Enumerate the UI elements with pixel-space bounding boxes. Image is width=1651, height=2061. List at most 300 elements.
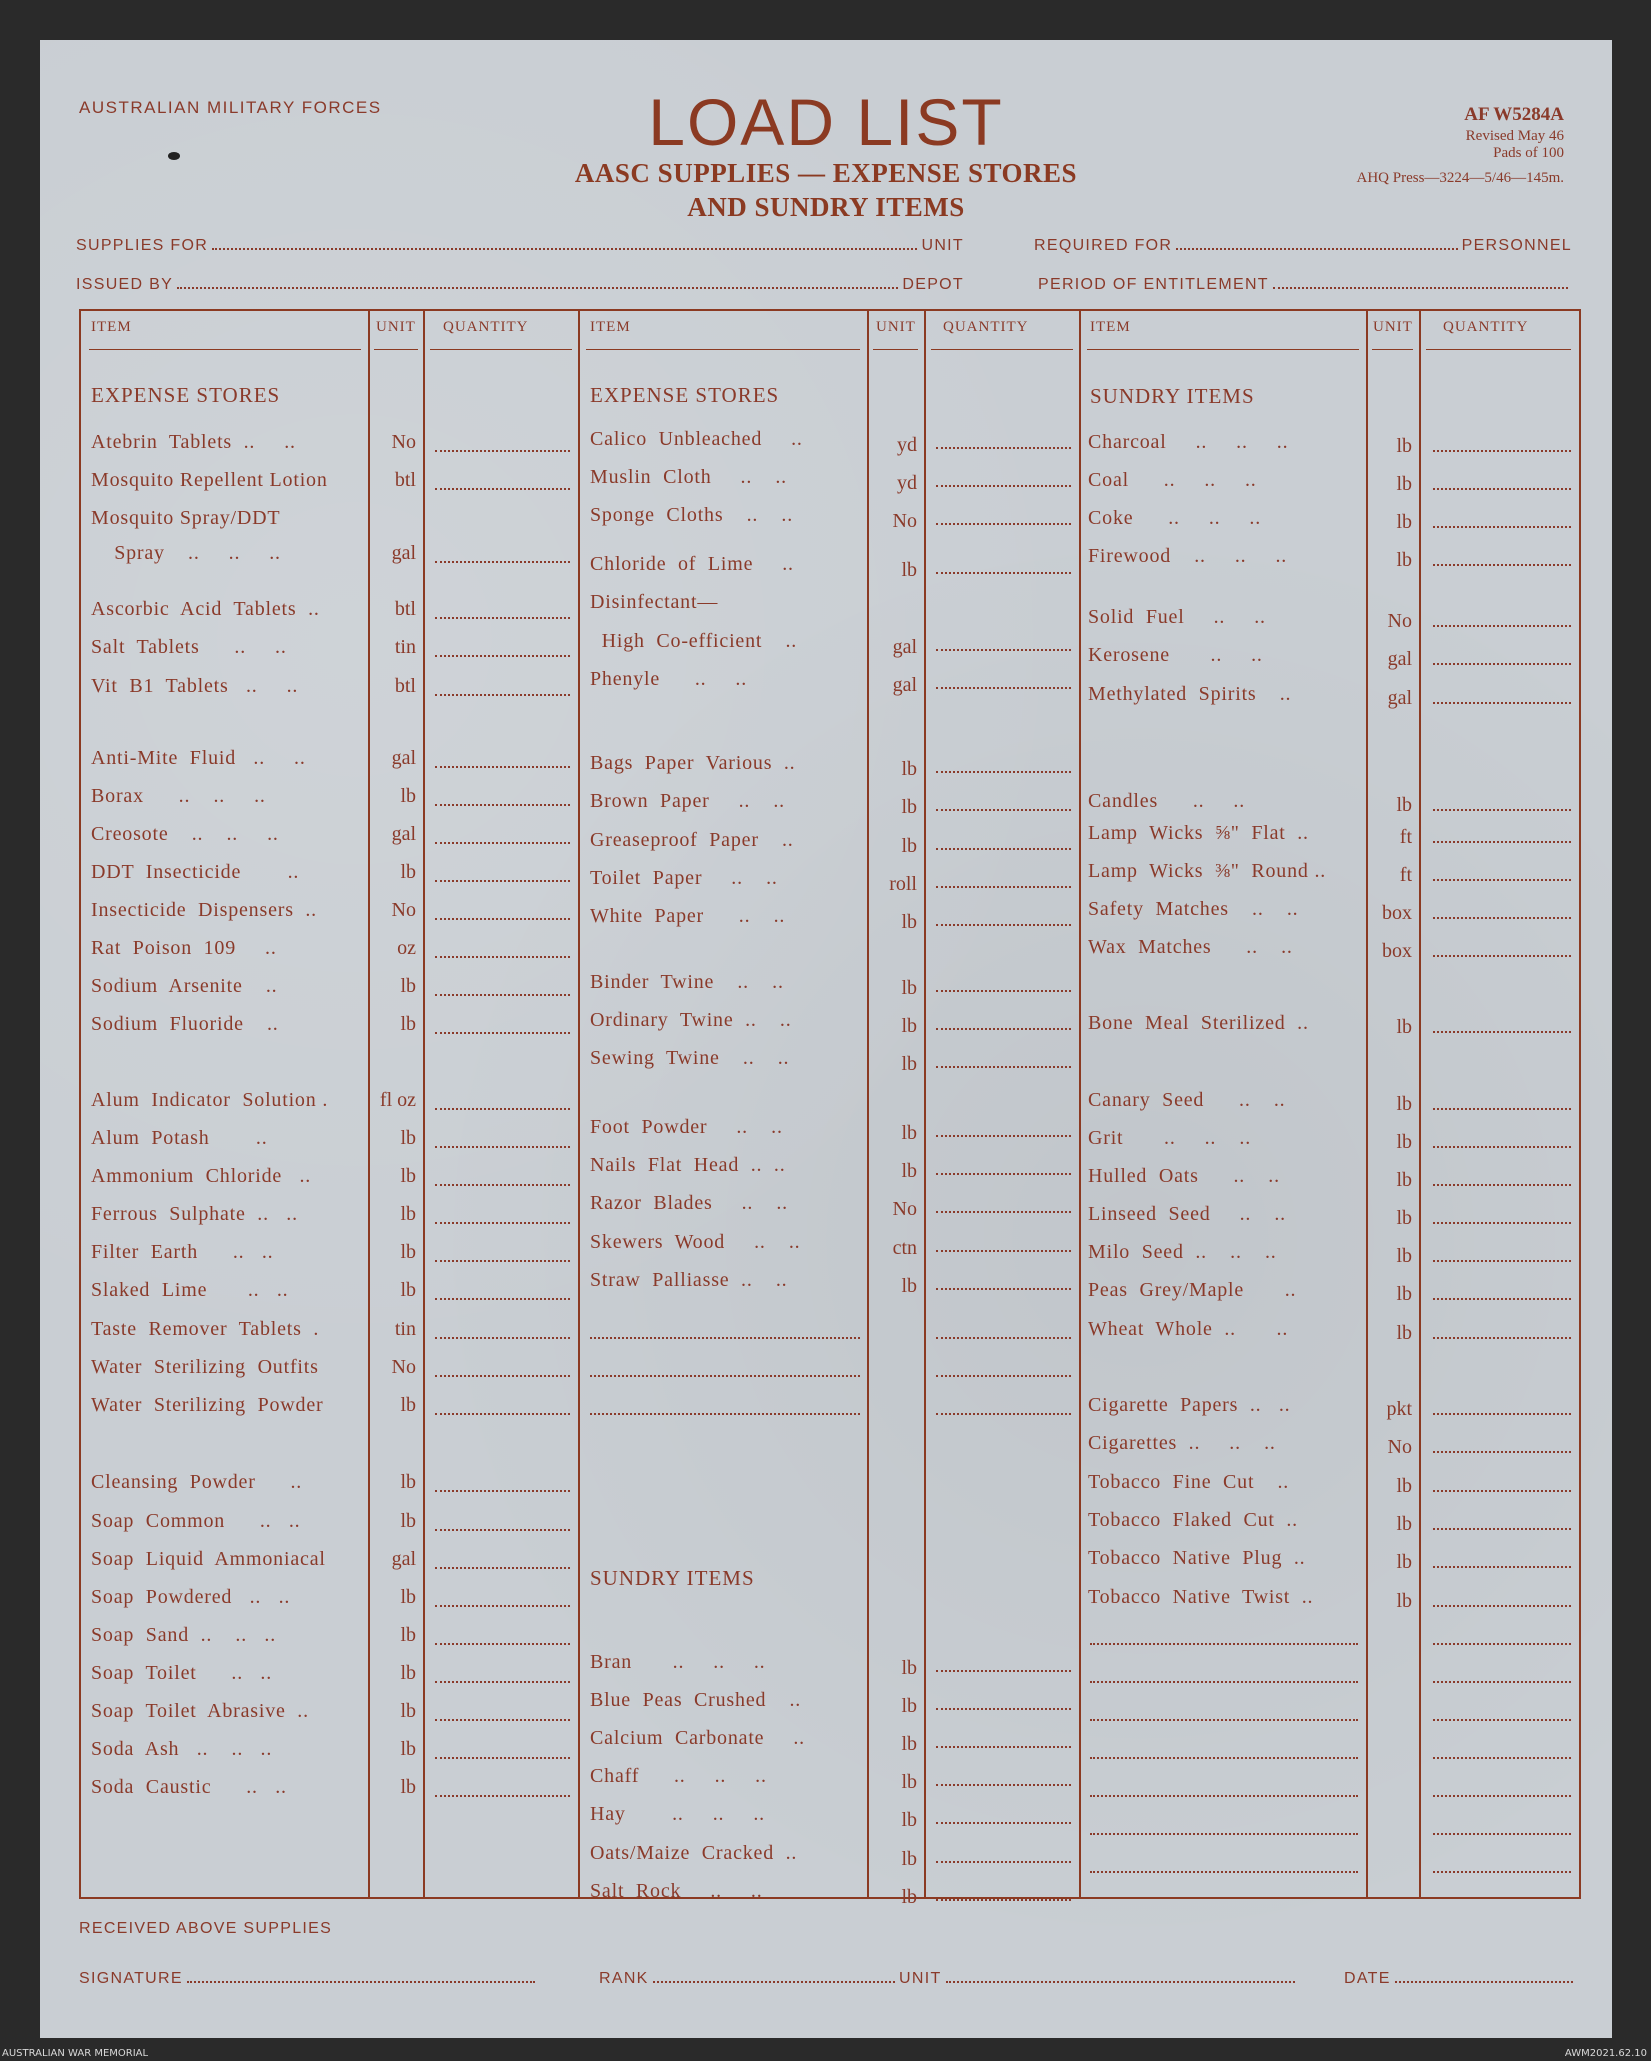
list-item: Sponge Cloths .. ..: [590, 504, 794, 526]
quantity-field[interactable]: [435, 1107, 570, 1110]
blank-entry-line[interactable]: [1090, 1680, 1358, 1683]
quantity-field[interactable]: [1433, 1604, 1571, 1607]
quantity-field[interactable]: [1433, 1221, 1571, 1224]
item-unit: lb: [1396, 1283, 1412, 1305]
quantity-field[interactable]: [1433, 1794, 1571, 1797]
item-unit: lb: [1396, 435, 1412, 457]
quantity-field[interactable]: [435, 1336, 570, 1339]
quantity-field[interactable]: [936, 1860, 1071, 1863]
item-unit: lb: [901, 911, 917, 933]
list-item: Phenyle .. ..: [590, 668, 748, 690]
quantity-field[interactable]: [1433, 1565, 1571, 1568]
item-unit: lb: [400, 1586, 416, 1608]
quantity-field[interactable]: [936, 1027, 1071, 1030]
list-item: DDT Insecticide ..: [91, 861, 300, 883]
quantity-field[interactable]: [1433, 449, 1571, 452]
col-divider: [423, 311, 425, 1897]
required-for-field[interactable]: [1034, 237, 1572, 255]
quantity-field[interactable]: [936, 1065, 1071, 1068]
quantity-field[interactable]: [1433, 487, 1571, 490]
list-item: Vit B1 Tablets .. ..: [91, 675, 299, 697]
list-item: Bone Meal Sterilized ..: [1088, 1012, 1309, 1034]
quantity-field[interactable]: [1433, 878, 1571, 881]
quantity-field[interactable]: [936, 1745, 1071, 1748]
quantity-field[interactable]: [936, 1783, 1071, 1786]
quantity-field[interactable]: [1433, 1336, 1571, 1339]
item-unit: lb: [1396, 1475, 1412, 1497]
unit-field[interactable]: [899, 1970, 1299, 1988]
item-unit: lb: [400, 1279, 416, 1301]
quantity-field[interactable]: [936, 770, 1071, 773]
col-header-unit: UNIT: [1373, 319, 1413, 335]
item-unit: box: [1382, 902, 1412, 924]
item-unit: lb: [1396, 549, 1412, 571]
quantity-field[interactable]: [435, 1718, 570, 1721]
item-unit: lb: [901, 1160, 917, 1182]
item-unit: fl oz: [379, 1089, 416, 1111]
item-unit: gal: [391, 747, 416, 769]
quantity-field[interactable]: [435, 1031, 570, 1034]
date-field[interactable]: [1344, 1970, 1577, 1988]
item-unit: ft: [1399, 826, 1412, 848]
quantity-field[interactable]: [936, 1172, 1071, 1175]
quantity-field[interactable]: [936, 1707, 1071, 1710]
form-code: AF W5284A: [1464, 104, 1564, 125]
unit-label: UNIT: [921, 237, 964, 254]
blank-entry-line[interactable]: [1090, 1718, 1358, 1721]
quantity-field[interactable]: [936, 1412, 1071, 1415]
unit-footer-label: UNIT: [899, 1970, 942, 1987]
list-item: Slaked Lime .. ..: [91, 1279, 289, 1301]
quantity-field[interactable]: [1433, 1259, 1571, 1262]
item-unit: lb: [1396, 1551, 1412, 1573]
archive-bar: [0, 2046, 1651, 2061]
section-sundry-items: SUNDRY ITEMS: [1090, 384, 1255, 408]
required-for-blank[interactable]: [1176, 247, 1457, 250]
list-item: Ferrous Sulphate .. ..: [91, 1203, 298, 1225]
list-item: Milo Seed .. .. ..: [1088, 1241, 1277, 1263]
quantity-field[interactable]: [1433, 563, 1571, 566]
quantity-field[interactable]: [435, 1145, 570, 1148]
list-item: Soda Caustic .. ..: [91, 1776, 287, 1798]
archive-name: AUSTRALIAN WAR MEMORIAL: [2, 2048, 149, 2059]
list-item: Binder Twine .. ..: [590, 971, 784, 993]
header-rule: [1372, 349, 1413, 350]
load-list-table: [79, 309, 1581, 1908]
item-unit: pkt: [1386, 1398, 1412, 1420]
quantity-field[interactable]: [936, 1249, 1071, 1252]
quantity-field[interactable]: [435, 917, 570, 920]
quantity-field[interactable]: [435, 560, 570, 563]
quantity-field[interactable]: [936, 923, 1071, 926]
list-item: Hulled Oats .. ..: [1088, 1165, 1280, 1187]
quantity-field[interactable]: [936, 686, 1071, 689]
quantity-field[interactable]: [936, 1821, 1071, 1824]
item-unit: lb: [400, 1203, 416, 1225]
required-for-label: REQUIRED FOR: [1034, 237, 1173, 254]
rank-blank[interactable]: [653, 1980, 895, 1983]
list-item: Lamp Wicks ⅜" Round ..: [1088, 860, 1327, 882]
quantity-field[interactable]: [1433, 662, 1571, 665]
archive-id: AWM2021.62.10: [1564, 2048, 1647, 2059]
col-header-quantity: QUANTITY: [1443, 319, 1529, 335]
item-unit: lb: [901, 1809, 917, 1831]
item-unit: lb: [901, 1733, 917, 1755]
period-field[interactable]: [1038, 276, 1572, 294]
col-header-unit: UNIT: [876, 319, 916, 335]
quantity-field[interactable]: [1433, 1030, 1571, 1033]
item-unit: lb: [901, 977, 917, 999]
quantity-field[interactable]: [435, 1604, 570, 1607]
issued-by-blank[interactable]: [177, 286, 898, 289]
signature-label: SIGNATURE: [79, 1970, 183, 1987]
list-item: Chaff .. .. ..: [590, 1765, 767, 1787]
list-item: Soap Sand .. .. ..: [91, 1624, 276, 1646]
quantity-field[interactable]: [936, 1669, 1071, 1672]
quantity-field[interactable]: [435, 993, 570, 996]
item-unit: lb: [1396, 1093, 1412, 1115]
list-item: Soda Ash .. .. ..: [91, 1738, 273, 1760]
list-item: Cigarettes .. .. ..: [1088, 1432, 1276, 1454]
quantity-field[interactable]: [936, 648, 1071, 651]
item-unit: lb: [1396, 1207, 1412, 1229]
quantity-field[interactable]: [1433, 1756, 1571, 1759]
unit-footer-blank[interactable]: [946, 1980, 1295, 1983]
col-header-unit: UNIT: [376, 319, 416, 335]
item-unit: lb: [1396, 1016, 1412, 1038]
section-expense-stores: EXPENSE STORES: [590, 383, 780, 407]
list-item: Soap Toilet Abrasive ..: [91, 1700, 309, 1722]
item-unit: lb: [1396, 1513, 1412, 1535]
header-rule: [89, 349, 361, 350]
item-unit: lb: [901, 835, 917, 857]
list-item: Taste Remover Tablets .: [91, 1318, 320, 1340]
quantity-field[interactable]: [1433, 1412, 1571, 1415]
blank-entry-line[interactable]: [1090, 1832, 1358, 1835]
quantity-field[interactable]: [1433, 954, 1571, 957]
list-item: Wax Matches .. ..: [1088, 936, 1293, 958]
quantity-field[interactable]: [936, 522, 1071, 525]
quantity-field[interactable]: [435, 1794, 570, 1797]
quantity-field[interactable]: [936, 571, 1071, 574]
col-divider: [1419, 311, 1421, 1897]
item-unit: btl: [394, 469, 416, 491]
quantity-field[interactable]: [1433, 1527, 1571, 1530]
personnel-label: PERSONNEL: [1461, 237, 1572, 254]
list-item: Tobacco Native Twist ..: [1088, 1586, 1314, 1608]
quantity-field[interactable]: [1433, 1450, 1571, 1453]
list-item: Tobacco Flaked Cut ..: [1088, 1509, 1298, 1531]
item-unit: lb: [901, 1122, 917, 1144]
item-unit: lb: [1396, 1590, 1412, 1612]
quantity-field[interactable]: [1433, 1145, 1571, 1148]
col-header-item: ITEM: [1090, 319, 1131, 335]
list-item: Nails Flat Head .. ..: [590, 1154, 786, 1176]
signature-field[interactable]: [79, 1970, 539, 1988]
item-unit: gal: [892, 674, 917, 696]
list-item: Solid Fuel .. ..: [1088, 606, 1266, 628]
quantity-field[interactable]: [435, 1412, 570, 1415]
col-header-item: ITEM: [91, 319, 132, 335]
list-item: Filter Earth .. ..: [91, 1241, 274, 1263]
quantity-field[interactable]: [936, 1898, 1071, 1901]
revised-text: Revised May 46: [1465, 128, 1564, 144]
quantity-field[interactable]: [936, 989, 1071, 992]
item-unit: lb: [400, 1013, 416, 1035]
item-unit: ft: [1399, 864, 1412, 886]
section-sundry-items: SUNDRY ITEMS: [590, 1566, 755, 1590]
list-item: Alum Potash ..: [91, 1127, 268, 1149]
quantity-field[interactable]: [435, 1566, 570, 1569]
form-sheet: [40, 40, 1612, 2038]
item-unit: lb: [400, 1241, 416, 1263]
quantity-field[interactable]: [435, 765, 570, 768]
rank-field[interactable]: [599, 1970, 899, 1988]
list-item: Lamp Wicks ⅝" Flat ..: [1088, 822, 1309, 844]
quantity-field[interactable]: [1433, 624, 1571, 627]
item-unit: lb: [400, 1127, 416, 1149]
item-unit: box: [1382, 940, 1412, 962]
list-item: Methylated Spirits ..: [1088, 683, 1292, 705]
quantity-field[interactable]: [435, 1259, 570, 1262]
list-item: High Co-efficient ..: [590, 630, 798, 652]
item-unit: lb: [901, 559, 917, 581]
item-unit: ctn: [892, 1237, 917, 1259]
header-rule: [931, 349, 1073, 350]
item-unit: gal: [391, 823, 416, 845]
list-item: Sodium Fluoride ..: [91, 1013, 279, 1035]
quantity-field[interactable]: [936, 847, 1071, 850]
quantity-field[interactable]: [1433, 808, 1571, 811]
list-item: Sewing Twine .. ..: [590, 1047, 790, 1069]
list-item: Ammonium Chloride ..: [91, 1165, 312, 1187]
quantity-field[interactable]: [936, 808, 1071, 811]
list-item: Ordinary Twine .. ..: [590, 1009, 792, 1031]
list-item: Disinfectant—: [590, 591, 719, 613]
item-unit: lb: [400, 1624, 416, 1646]
list-item: Brown Paper .. ..: [590, 790, 785, 812]
item-unit: lb: [400, 1700, 416, 1722]
item-unit: lb: [1396, 1169, 1412, 1191]
col-divider: [924, 311, 926, 1897]
item-unit: No: [391, 1356, 416, 1378]
quantity-field[interactable]: [435, 487, 570, 490]
quantity-field[interactable]: [1433, 1642, 1571, 1645]
quantity-field[interactable]: [1433, 1297, 1571, 1300]
list-item: Toilet Paper .. ..: [590, 867, 778, 889]
period-blank[interactable]: [1273, 286, 1568, 289]
item-unit: lb: [400, 1165, 416, 1187]
quantity-field[interactable]: [435, 1528, 570, 1531]
quantity-field[interactable]: [1433, 916, 1571, 919]
list-item: Blue Peas Crushed ..: [590, 1689, 802, 1711]
list-item: Alum Indicator Solution .: [91, 1089, 329, 1111]
list-item: Atebrin Tablets .. ..: [91, 431, 296, 453]
list-item: Ascorbic Acid Tablets ..: [91, 598, 320, 620]
quantity-field[interactable]: [1433, 1680, 1571, 1683]
list-item: Bran .. .. ..: [590, 1651, 766, 1673]
quantity-field[interactable]: [435, 955, 570, 958]
quantity-field[interactable]: [1433, 1870, 1571, 1873]
quantity-field[interactable]: [936, 446, 1071, 449]
item-unit: lb: [400, 861, 416, 883]
supplies-for-blank[interactable]: [212, 247, 917, 250]
item-unit: gal: [391, 542, 416, 564]
list-item: Soap Powdered .. ..: [91, 1586, 291, 1608]
list-item: Firewood .. .. ..: [1088, 545, 1288, 567]
list-item: Rat Poison 109 ..: [91, 937, 277, 959]
quantity-field[interactable]: [1433, 1832, 1571, 1835]
subtitle-line-1: AASC SUPPLIES — EXPENSE STORES: [574, 158, 1078, 188]
item-unit: lb: [1396, 1322, 1412, 1344]
list-item: Salt Tablets .. ..: [91, 636, 287, 658]
item-unit: No: [892, 1198, 917, 1220]
quantity-field[interactable]: [1433, 1107, 1571, 1110]
quantity-field[interactable]: [1433, 1183, 1571, 1186]
item-unit: lb: [400, 785, 416, 807]
blank-entry-line[interactable]: [1090, 1870, 1358, 1873]
list-item: Chloride of Lime ..: [590, 553, 794, 575]
quantity-field[interactable]: [435, 1756, 570, 1759]
item-unit: gal: [892, 636, 917, 658]
blank-entry-line[interactable]: [590, 1374, 860, 1377]
supplies-for-label: SUPPLIES FOR: [76, 237, 209, 254]
list-item: Tobacco Fine Cut ..: [1088, 1471, 1290, 1493]
blank-entry-line[interactable]: [590, 1412, 860, 1415]
quantity-field[interactable]: [435, 841, 570, 844]
list-item: Calico Unbleached ..: [590, 428, 803, 450]
item-unit: yd: [897, 472, 917, 494]
list-item: Mosquito Spray/DDT: [91, 507, 281, 529]
list-item: Sodium Arsenite ..: [91, 975, 278, 997]
item-unit: lb: [1396, 473, 1412, 495]
item-unit: lb: [901, 1886, 917, 1908]
list-item: Canary Seed .. ..: [1088, 1089, 1286, 1111]
quantity-field[interactable]: [936, 1287, 1071, 1290]
item-unit: No: [391, 431, 416, 453]
item-unit: lb: [400, 1776, 416, 1798]
col-divider: [578, 311, 580, 1897]
item-unit: tin: [394, 1318, 416, 1340]
blank-entry-line[interactable]: [1090, 1642, 1358, 1645]
quantity-field[interactable]: [936, 1336, 1071, 1339]
quantity-field[interactable]: [435, 803, 570, 806]
item-unit: lb: [901, 1275, 917, 1297]
signature-blank[interactable]: [187, 1980, 535, 1983]
list-item: Insecticide Dispensers ..: [91, 899, 317, 921]
period-label: PERIOD OF ENTITLEMENT: [1038, 276, 1269, 293]
quantity-field[interactable]: [435, 879, 570, 882]
supplies-for-field[interactable]: [76, 237, 964, 255]
date-blank[interactable]: [1395, 1980, 1573, 1983]
list-item: Soap Common .. ..: [91, 1510, 301, 1532]
quantity-field[interactable]: [435, 1221, 570, 1224]
quantity-field[interactable]: [435, 1680, 570, 1683]
item-unit: lb: [400, 1662, 416, 1684]
header-rule: [374, 349, 418, 350]
item-unit: yd: [897, 434, 917, 456]
list-item: Greaseproof Paper ..: [590, 829, 794, 851]
col-header-quantity: QUANTITY: [943, 319, 1029, 335]
item-unit: No: [1387, 1436, 1412, 1458]
list-item: Cigarette Papers .. ..: [1088, 1394, 1291, 1416]
quantity-field[interactable]: [435, 616, 570, 619]
item-unit: lb: [901, 1657, 917, 1679]
quantity-field[interactable]: [1433, 1718, 1571, 1721]
item-unit: gal: [1387, 687, 1412, 709]
blank-entry-line[interactable]: [590, 1336, 860, 1339]
quantity-field[interactable]: [435, 1642, 570, 1645]
col-header-item: ITEM: [590, 319, 631, 335]
header-rule: [1087, 349, 1359, 350]
item-unit: btl: [394, 598, 416, 620]
quantity-field[interactable]: [1433, 840, 1571, 843]
form-revision: [1466, 128, 1564, 162]
list-item: Oats/Maize Cracked ..: [590, 1842, 798, 1864]
quantity-field[interactable]: [435, 1374, 570, 1377]
list-item: Straw Palliasse .. ..: [590, 1269, 788, 1291]
quantity-field[interactable]: [936, 1374, 1071, 1377]
item-unit: lb: [901, 1053, 917, 1075]
list-item: Salt Rock .. ..: [590, 1880, 763, 1902]
list-item: Linseed Seed .. ..: [1088, 1203, 1286, 1225]
quantity-field[interactable]: [1433, 701, 1571, 704]
quantity-field[interactable]: [1433, 1489, 1571, 1492]
blank-entry-line[interactable]: [1090, 1794, 1358, 1797]
list-item: Razor Blades .. ..: [590, 1192, 788, 1214]
quantity-field[interactable]: [936, 885, 1071, 888]
blank-entry-line[interactable]: [1090, 1756, 1358, 1759]
list-item: Soap Liquid Ammoniacal: [91, 1548, 326, 1570]
list-item: Spray .. .. ..: [91, 542, 281, 564]
quantity-field[interactable]: [435, 1183, 570, 1186]
list-item: Creosote .. .. ..: [91, 823, 279, 845]
quantity-field[interactable]: [435, 1489, 570, 1492]
quantity-field[interactable]: [936, 1134, 1071, 1137]
press-text: AHQ Press—3224—5/46—145m.: [1356, 170, 1564, 186]
issued-by-field[interactable]: [76, 276, 964, 294]
list-item: Calcium Carbonate ..: [590, 1727, 805, 1749]
quantity-field[interactable]: [435, 654, 570, 657]
list-item: Tobacco Native Plug ..: [1088, 1547, 1306, 1569]
quantity-field[interactable]: [936, 1210, 1071, 1213]
item-unit: lb: [1396, 1245, 1412, 1267]
list-item: Candles .. ..: [1088, 790, 1246, 812]
col-divider: [1079, 311, 1081, 1897]
col-header-quantity: QUANTITY: [443, 319, 529, 335]
quantity-field[interactable]: [435, 1297, 570, 1300]
list-item: Skewers Wood .. ..: [590, 1231, 801, 1253]
org-label: AUSTRALIAN MILITARY FORCES: [79, 98, 382, 117]
section-expense-stores: EXPENSE STORES: [91, 383, 281, 407]
list-item: Water Sterilizing Outfits: [91, 1356, 319, 1378]
header-rule: [586, 349, 860, 350]
quantity-field[interactable]: [435, 449, 570, 452]
item-unit: lb: [901, 1015, 917, 1037]
header-rule: [430, 349, 572, 350]
quantity-field[interactable]: [1433, 525, 1571, 528]
item-unit: lb: [400, 975, 416, 997]
item-unit: gal: [1387, 648, 1412, 670]
quantity-field[interactable]: [936, 484, 1071, 487]
header-rule: [873, 349, 918, 350]
item-unit: No: [1387, 610, 1412, 632]
date-label: DATE: [1344, 1970, 1391, 1987]
page-title: LOAD LIST: [648, 85, 1004, 159]
list-item: Water Sterilizing Powder: [91, 1394, 324, 1416]
quantity-field[interactable]: [435, 693, 570, 696]
list-item: Safety Matches .. ..: [1088, 898, 1299, 920]
